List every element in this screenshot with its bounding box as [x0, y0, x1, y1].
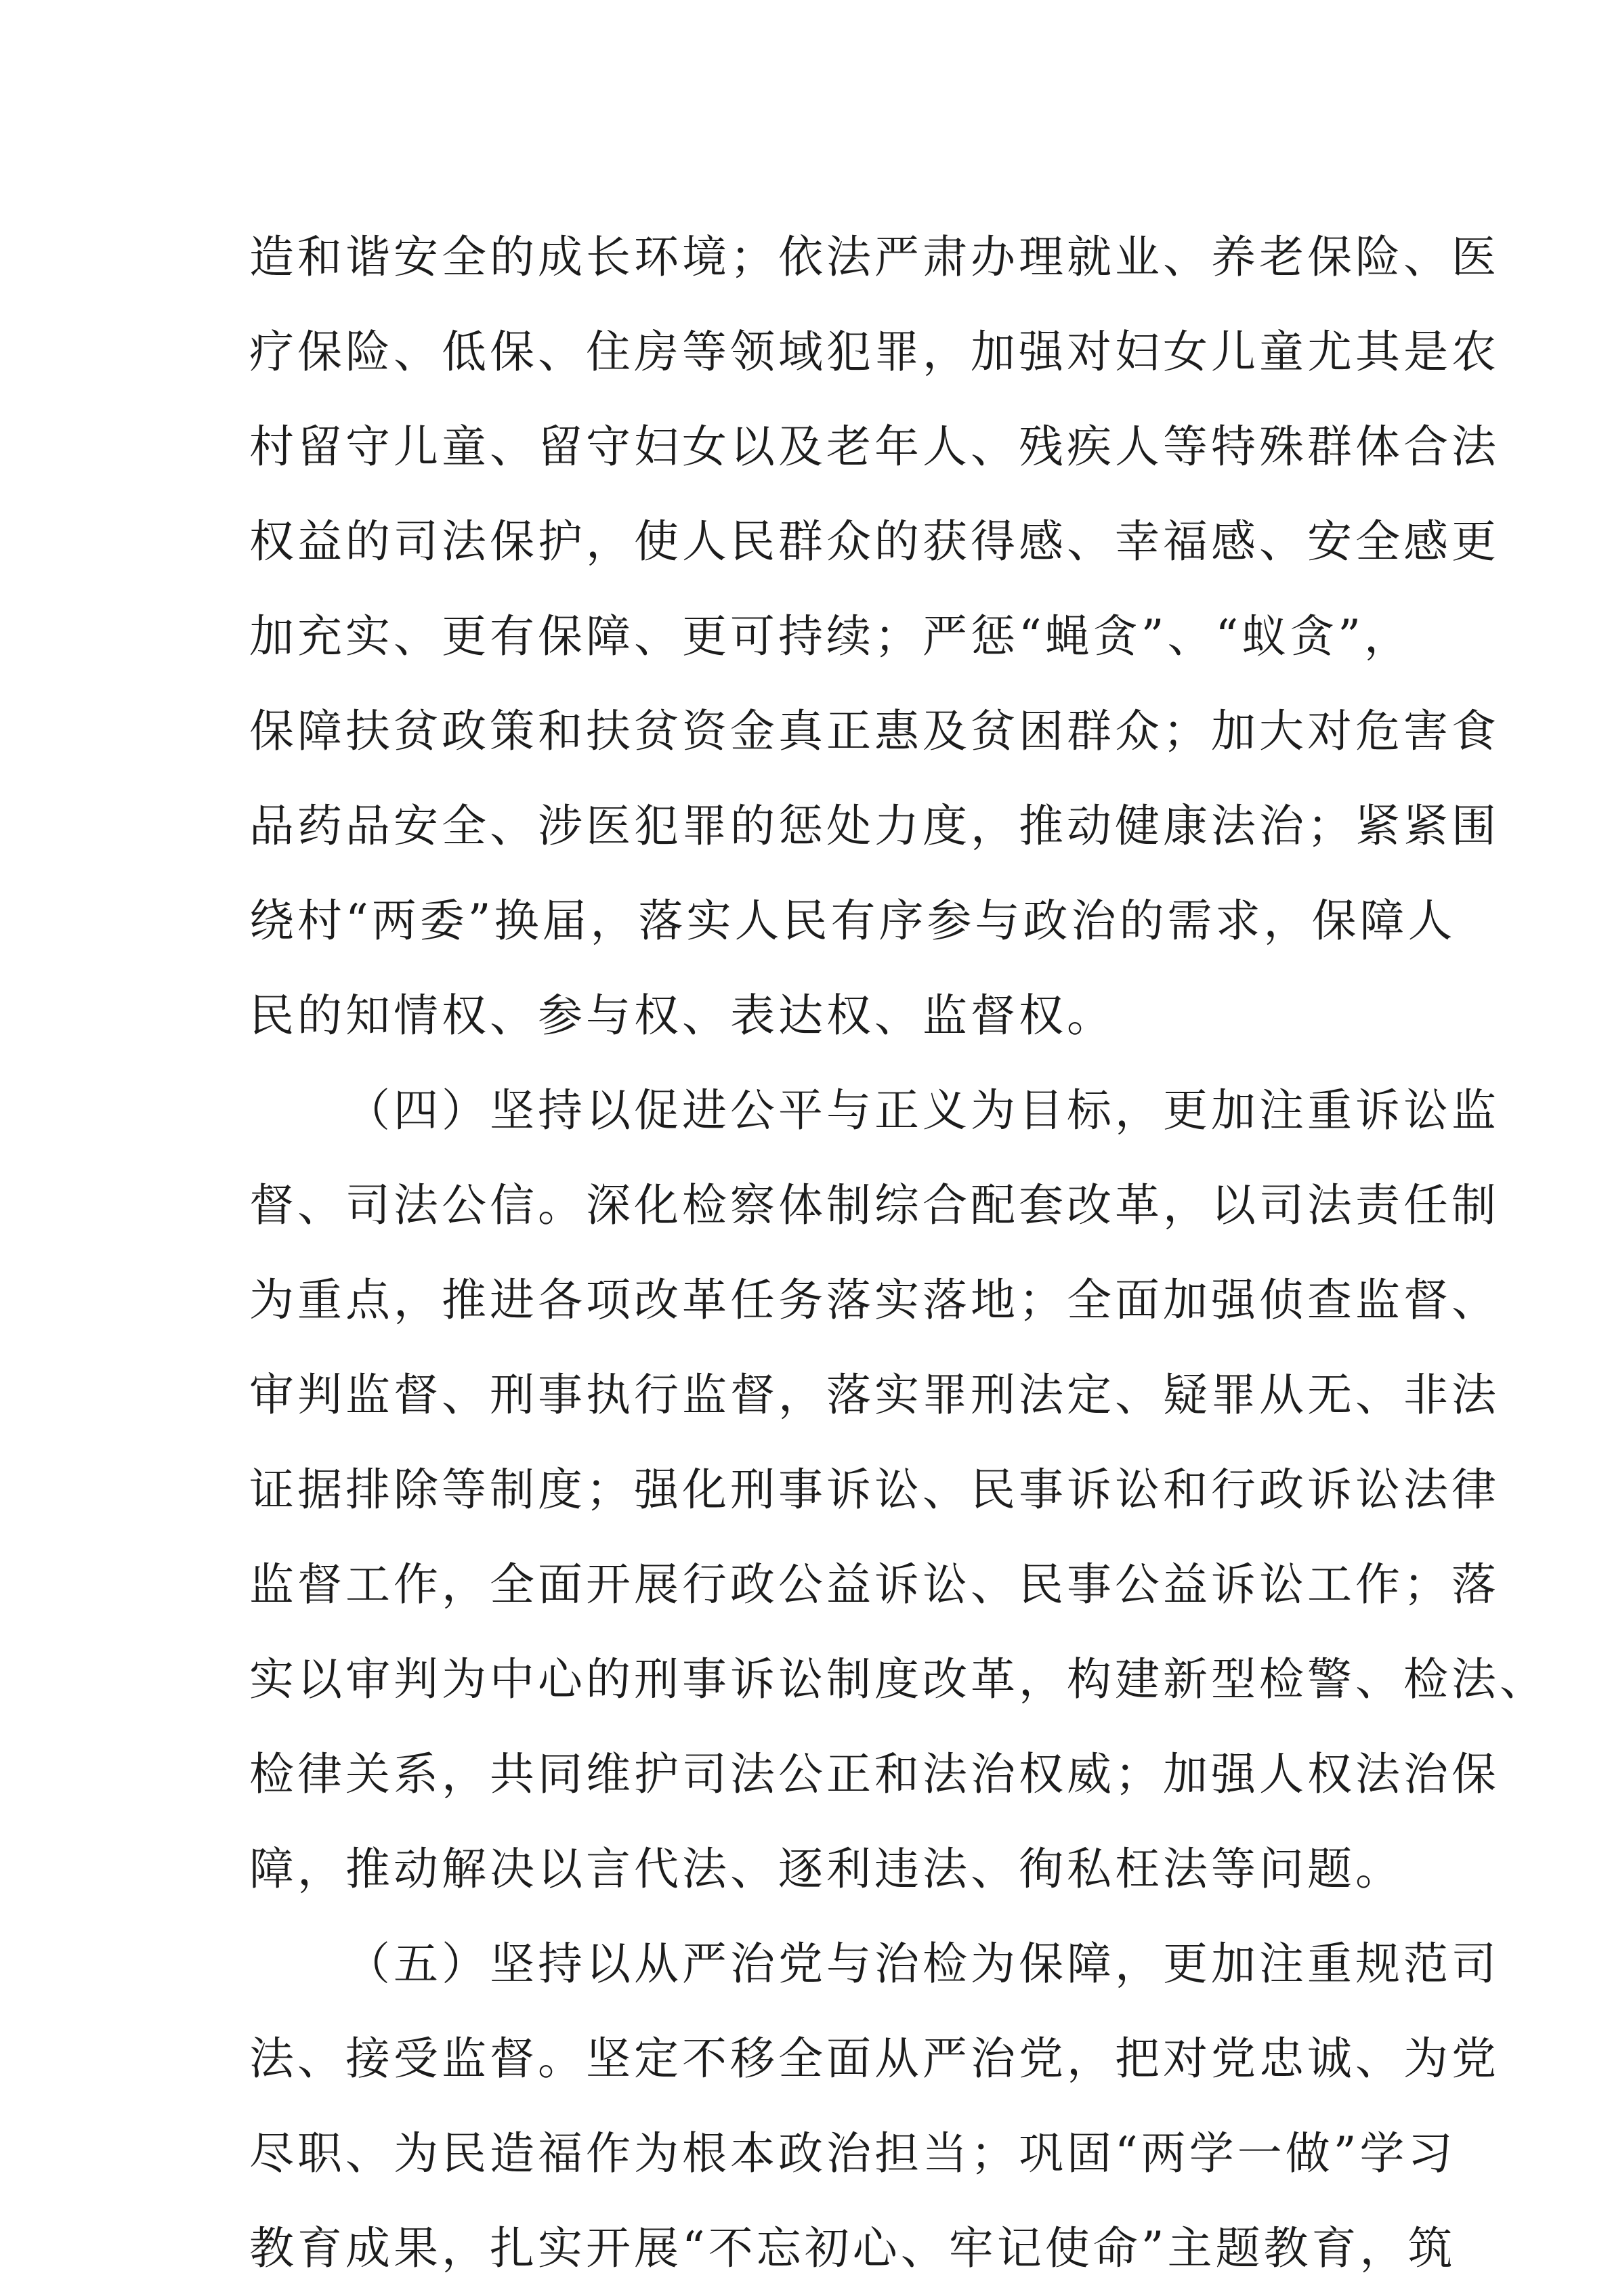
text-line: 权益的司法保护，使人民群众的获得感、幸福感、安全感更 [249, 515, 1500, 568]
text-line: （五）坚持以从严治党与治检为保障，更加注重规范司 [345, 1938, 1500, 1990]
text-line: 监督工作，全面开展行政公益诉讼、民事公益诉讼工作；落 [249, 1558, 1500, 1611]
text-line: 绕村“两委”换届，落实人民有序参与政治的需求，保障人 [249, 895, 1456, 947]
text-line: 为重点，推进各项改革任务落实落地；全面加强侦查监督、 [249, 1274, 1500, 1326]
text-line: 造和谐安全的成长环境；依法严肃办理就业、养老保险、医 [249, 231, 1500, 283]
paragraph-section-four [249, 1063, 1548, 1917]
text-line: 督、司法公信。深化检察体制综合配套改革，以司法责任制 [249, 1179, 1500, 1231]
text-line: 检律关系，共同维护司法公正和法治权威；加强人权法治保 [249, 1748, 1500, 1800]
text-line: 审判监督、刑事执行监督，落实罪刑法定、疑罪从无、非法 [249, 1369, 1500, 1421]
text-line: 村留守儿童、留守妇女以及老年人、残疾人等特殊群体合法 [249, 421, 1500, 473]
text-line: 尽职、为民造福作为根本政治担当；巩固“两学一做”学习 [249, 2127, 1456, 2180]
text-line: （四）坚持以促进公平与正义为目标，更加注重诉讼监 [345, 1084, 1500, 1136]
document-body [249, 210, 1548, 2296]
text-line: 证据排除等制度；强化刑事诉讼、民事诉讼和行政诉讼法律 [249, 1464, 1500, 1516]
text-line: 保障扶贫政策和扶贫资金真正惠及贫困群众；加大对危害食 [249, 705, 1500, 757]
text-line: 实以审判为中心的刑事诉讼制度改革，构建新型检警、检法、 [249, 1653, 1548, 1705]
text-line: 品药品安全、涉医犯罪的惩处力度，推动健康法治；紧紧围 [249, 800, 1500, 852]
paragraph-continued [249, 210, 1500, 1063]
text-line: 疗保险、低保、住房等领域犯罪，加强对妇女儿童尤其是农 [249, 326, 1500, 378]
text-line: 民的知情权、参与权、表达权、监督权。 [249, 990, 1115, 1042]
text-line: 障，推动解决以言代法、逐利违法、徇私枉法等问题。 [249, 1843, 1403, 1895]
text-line: 加充实、更有保障、更可持续；严惩“蝇贪”、“蚁贪”， [249, 610, 1412, 662]
text-line: 法、接受监督。坚定不移全面从严治党，把对党忠诚、为党 [249, 2033, 1500, 2085]
paragraph-section-five [249, 1917, 1500, 2296]
text-line: 教育成果，扎实开展“不忘初心、牢记使命”主题教育，筑 [249, 2222, 1456, 2274]
